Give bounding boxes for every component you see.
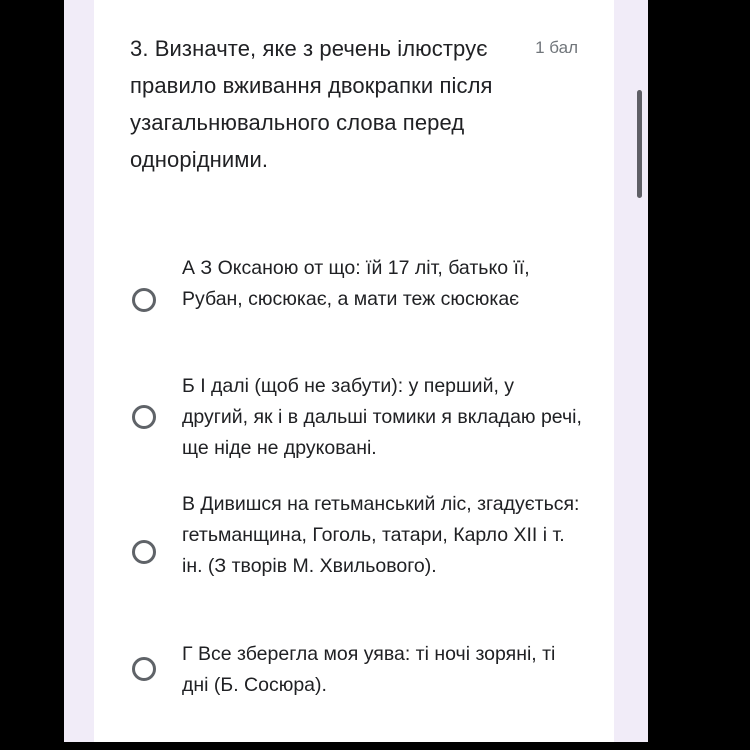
option-label-a: А З Оксаною от що: їй 17 літ, батько її, Рубан, сюсюкає, а мати теж сюсюкає [182, 257, 530, 310]
form-viewport [64, 0, 648, 742]
points-label: 1 бал [535, 38, 578, 57]
question-header [130, 30, 580, 178]
scrollbar-thumb[interactable] [637, 90, 642, 198]
radio-button-b[interactable] [132, 405, 156, 429]
option-label-d: Г Все зберегла моя уява: ті ночі зоряні, ті дні (Б. Сосюра). [182, 643, 556, 696]
option-label-b: Б І далі (щоб не забути): у перший, у другий, як і в дальші томики я вкладаю речі, ще ніде не друковані. [182, 375, 582, 459]
radio-button-a[interactable] [132, 288, 156, 312]
option-label-c: В Дивишся на гетьманський ліс, згадується: гетьманщина, Гоголь, татари, Карло XII і т. ін. (З творів М. Хвильового). [182, 493, 580, 577]
radio-button-d[interactable] [132, 657, 156, 681]
screen-bottom-edge [0, 742, 750, 750]
question-title: 3. Визначте, яке з речень ілюструє правило вживання двокрапки після узагальнювального слова перед однорідними. [130, 36, 493, 172]
radio-button-c[interactable] [132, 540, 156, 564]
question-card [94, 0, 614, 742]
